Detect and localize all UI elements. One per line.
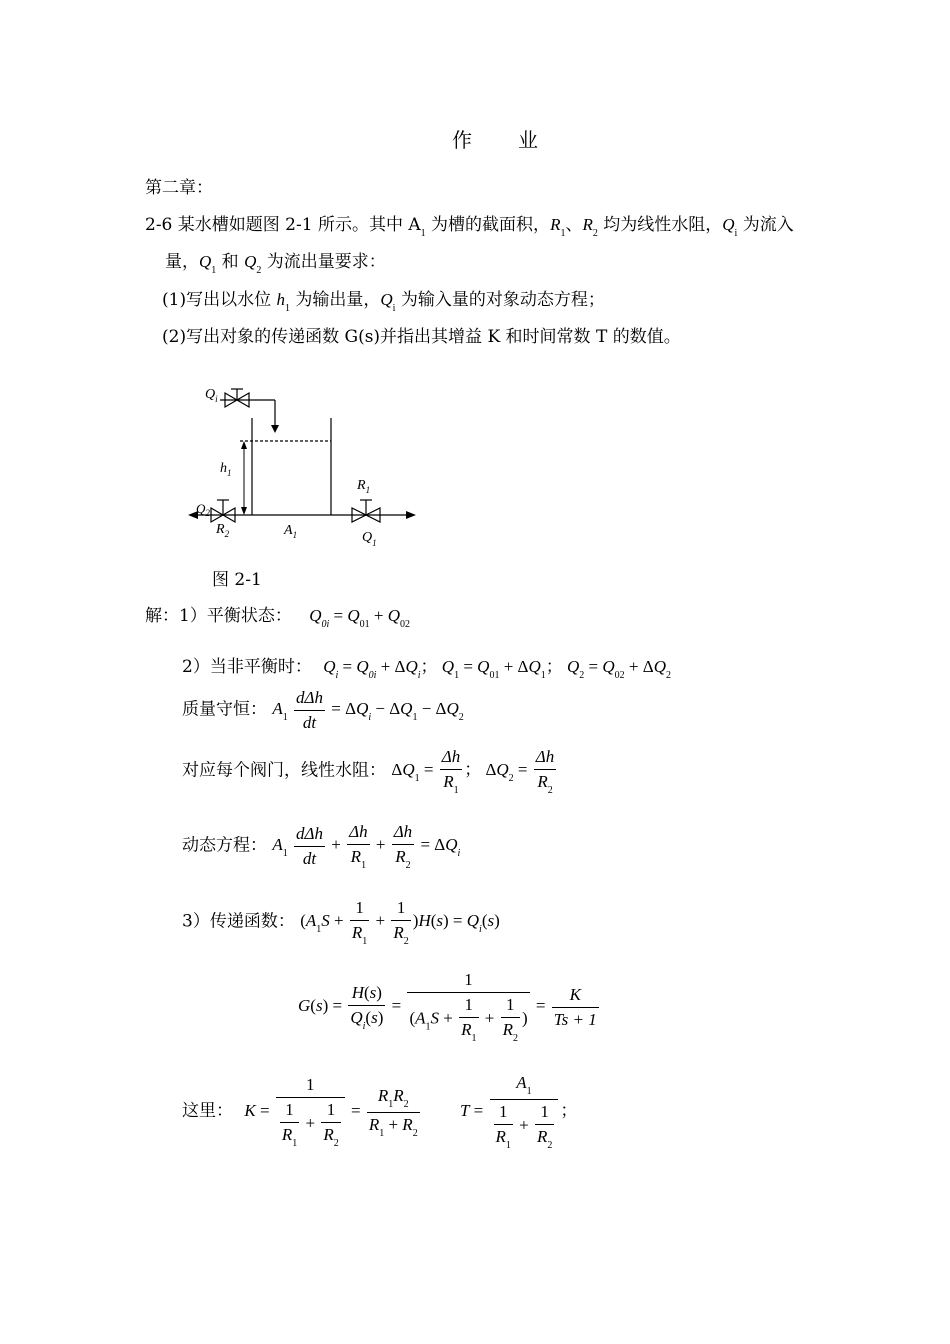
- problem-text: 2-6 某水槽如题图 2-1 所示。其中 A: [145, 215, 421, 235]
- gain-equation: K = 1 $\frac{1}{R_1}$ + $\frac{1}{R_2}$ = $\frac{R_1R_2}{R_1 + R_2}$: [244, 1075, 418, 1149]
- step-label: 3）传递函数：: [182, 911, 295, 932]
- fraction: [347, 822, 369, 871]
- problem-text: (1)写出以水位: [162, 290, 277, 310]
- fraction: [490, 1073, 559, 1151]
- symbol-Q: Q: [405, 657, 418, 676]
- separator: ；: [464, 760, 482, 780]
- sub: 1: [412, 712, 418, 724]
- denominator: $R_2$: [537, 772, 553, 796]
- problem-item-1: [162, 285, 605, 314]
- fraction: [407, 970, 529, 1044]
- symbol-Q: Q: [567, 657, 580, 676]
- symbol-Q: Q: [446, 699, 459, 719]
- problem-text: 和: [216, 252, 245, 272]
- problem-text: 为输出量，: [289, 290, 381, 310]
- numerator: dΔh: [294, 824, 325, 847]
- sub: 1: [454, 670, 460, 681]
- symbol-Q: Q: [199, 252, 212, 271]
- denominator: $R_1$: [350, 847, 367, 871]
- fraction: [391, 898, 410, 947]
- sub: 2: [592, 228, 598, 239]
- symbol-Q: Q: [323, 657, 336, 676]
- fraction: [348, 983, 385, 1032]
- sub: 1: [282, 712, 288, 724]
- valve-resistance: [182, 747, 558, 796]
- denominator: $Q_i(s)$: [350, 1007, 384, 1032]
- label-R2: $R_2$: [216, 522, 230, 539]
- symbol-Q: Q: [356, 657, 369, 676]
- denominator: $R_1 + R_2$: [368, 1114, 418, 1139]
- sub: 0i: [368, 670, 377, 681]
- equilibrium-equation: $Q_{0i} = Q_{01} + Q_{02}$: [309, 606, 411, 630]
- label-h1: $h_1$: [220, 461, 232, 478]
- sub: 1: [211, 265, 217, 276]
- denominator: ($A_1S$ + $\frac{1}{R_1}$ + $\frac{1}{R_2}$ ): [409, 995, 528, 1044]
- symbol-Q: Q: [722, 215, 735, 234]
- page-title: 作 业: [452, 128, 540, 152]
- fraction: [276, 1075, 345, 1149]
- h1-arrow-down-icon: [241, 507, 247, 515]
- denominator: Ts + 1: [553, 1009, 597, 1029]
- inlet-arrow-icon: [271, 425, 279, 433]
- symbol-s: s: [315, 995, 323, 1015]
- label-Q2: $Q_2$: [196, 501, 210, 518]
- sub: 2: [256, 265, 262, 276]
- problem-line-2: [165, 247, 386, 276]
- valve-equations: $\Delta Q_1$ = $\frac{\Delta h}{R_1}$ ； $\Delta Q_2$ = $\frac{\Delta h}{R_2}$: [391, 747, 555, 796]
- symbol-Q: Q: [400, 699, 413, 719]
- symbol-K: K: [244, 1100, 256, 1120]
- numerator: K: [552, 985, 599, 1008]
- tank-diagram: [180, 380, 430, 560]
- label-Q1: $Q_1$: [362, 530, 377, 548]
- symbol-S: S: [321, 911, 330, 931]
- numerator: Δh: [392, 822, 414, 845]
- problem-text: 为流出量要求：: [261, 252, 386, 272]
- sub: 2: [458, 712, 464, 724]
- denominator: dt: [302, 713, 317, 732]
- fraction: [367, 1086, 420, 1139]
- solution-step-2: [182, 652, 671, 681]
- problem-text: 为流入: [737, 215, 794, 235]
- sub: i: [335, 670, 339, 681]
- denominator: $R_2$: [395, 847, 411, 871]
- symbol-Q: Q: [653, 657, 666, 676]
- symbol-Q: Q: [380, 290, 393, 309]
- symbol-A: A: [272, 835, 283, 855]
- problem-text: 为槽的截面积，: [425, 215, 551, 235]
- problem-text: 量，: [165, 252, 199, 272]
- symbol-Q: Q: [466, 911, 480, 931]
- symbol-R: R: [582, 215, 593, 234]
- sub: 1: [540, 670, 546, 681]
- numerator: 1: [407, 970, 529, 993]
- solution-step-1: [145, 601, 410, 630]
- symbol-s: s: [487, 911, 495, 931]
- numerator: Δh: [440, 747, 462, 770]
- denominator: $R_2$: [393, 923, 409, 947]
- symbol-Q: Q: [528, 657, 541, 676]
- numerator: Δh: [534, 747, 556, 770]
- sub: i: [392, 303, 396, 314]
- mass-equation: $A_1$ $\frac{\text{dΔh}}{dt}$ = $\Delta Q_i - \Delta Q_1 - \Delta Q_2$: [272, 688, 464, 732]
- sub: 2: [579, 670, 585, 681]
- problem-item-2: (2)写出对象的传递函数 G(s)并指出其增益 K 和时间常数 T 的数值。: [162, 327, 681, 347]
- separator: ；: [420, 657, 438, 676]
- symbol-Q: Q: [387, 606, 401, 625]
- sub: 1: [282, 848, 288, 860]
- dynamic-expression: $A_1$ $\frac{\text{dΔh}}{dt}$ + $\frac{\Delta h}{R_1}$ + $\frac{\Delta h}{R_2}$ = $\Delta Q_i$: [272, 822, 461, 871]
- numerator: dΔh: [294, 688, 325, 711]
- symbol-Q: Q: [347, 606, 360, 625]
- symbol-T: T: [459, 1100, 470, 1120]
- symbol-R: R: [550, 215, 561, 234]
- fraction: [392, 822, 414, 871]
- sub: 1: [284, 303, 290, 314]
- symbol-Q: Q: [445, 835, 458, 855]
- fraction: [294, 688, 325, 733]
- numerator: $R_1R_2$: [367, 1086, 420, 1113]
- sub: 01: [489, 670, 500, 681]
- symbol-Q: Q: [309, 606, 322, 625]
- problem-line-1: [145, 210, 794, 239]
- sub: 1: [414, 773, 420, 785]
- sub: i: [417, 670, 421, 681]
- time-constant-equation: T = $A_1$ $\frac{1}{R_1}$ + $\frac{1}{R_2}$ ；: [459, 1073, 578, 1151]
- label-Qi: $Q_i$: [205, 387, 218, 404]
- separator: ；: [545, 657, 563, 676]
- step-label: 解：1）平衡状态：: [145, 606, 292, 626]
- denominator: $R_1$: [351, 923, 368, 947]
- step-label: 这里：: [182, 1100, 233, 1121]
- numerator: $A_1$: [490, 1073, 559, 1100]
- symbol-G: G: [298, 995, 311, 1015]
- transfer-function-step: [182, 898, 500, 947]
- sub: 02: [614, 670, 625, 681]
- symbol-H: H: [418, 911, 431, 931]
- gs-equation: G(s) = $\frac{H(s)}{Q_i(s)}$ = 1 ($A_1S$ + $\frac{1}{R_1}$ + $\frac{1}{R_2}$ ) = $\frac{K}{Ts + 1}$: [298, 970, 597, 1044]
- sub: i: [734, 228, 738, 239]
- fraction: [294, 824, 325, 869]
- numerator: Δh: [347, 822, 369, 845]
- label-A1: $A_1$: [284, 523, 298, 540]
- denominator: $\frac{1}{R_1}$ + $\frac{1}{R_2}$: [281, 1100, 339, 1149]
- outlet-right-arrow-icon: [406, 511, 416, 519]
- step-label: 对应每个阀门，线性水阻：: [182, 760, 386, 781]
- sub: 1: [560, 228, 566, 239]
- figure-caption: 图 2-1: [212, 570, 262, 590]
- symbol-h: h: [276, 290, 285, 309]
- fraction: [552, 985, 599, 1030]
- dynamic-equation: [182, 822, 460, 871]
- denominator: $R_1$: [443, 772, 459, 796]
- problem-text: 、: [565, 215, 583, 235]
- fraction: [350, 898, 369, 947]
- step-label: 2）当非平衡时：: [182, 657, 312, 677]
- chapter-heading: 第二章：: [145, 178, 213, 198]
- sub: 02: [400, 619, 411, 630]
- numerator: 1: [276, 1075, 345, 1098]
- symbol-Q: Q: [477, 657, 490, 676]
- transfer-equation: ($A_1S$ + $\frac{1}{R_1}$ + $\frac{1}{R_2}$ )$H(s) = Q_i(s)$: [300, 898, 500, 947]
- h1-arrow-up-icon: [241, 441, 247, 449]
- numerator: 1: [391, 898, 410, 921]
- symbol-s: s: [436, 911, 444, 931]
- symbol-Q: Q: [244, 252, 257, 271]
- symbol-A: A: [305, 911, 317, 931]
- label-R1: $R_1$: [357, 478, 371, 495]
- problem-text: 均为线性水阻，: [597, 215, 723, 235]
- separator: ；: [560, 1100, 578, 1120]
- denominator: dt: [302, 849, 317, 868]
- fraction: [440, 747, 462, 796]
- sub: 2: [508, 773, 514, 785]
- symbol-Q: Q: [402, 760, 415, 780]
- symbol-Q: Q: [441, 657, 455, 676]
- symbol-Q: Q: [602, 657, 615, 676]
- symbol-Q: Q: [356, 699, 369, 719]
- sub: i: [368, 712, 372, 724]
- gain-and-time-constant: [182, 1073, 577, 1151]
- mass-conservation: [182, 688, 464, 733]
- nonequilibrium-equations: $Q_i = Q_{0i} + \Delta Q_i$； $Q_1 = Q_{01} + \Delta Q_1$； $Q_2 = Q_{02} + \Delta Q_2$: [323, 657, 671, 681]
- sub: 1: [420, 228, 426, 239]
- sub: 0i: [321, 619, 330, 630]
- problem-text: 为输入量的对象动态方程；: [395, 290, 605, 310]
- sub: i: [479, 924, 482, 936]
- denominator: $\frac{1}{R_1}$ + $\frac{1}{R_2}$: [495, 1102, 553, 1151]
- numerator: 1: [350, 898, 369, 921]
- symbol-Q: Q: [496, 760, 509, 780]
- sub: 2: [665, 670, 671, 681]
- symbol-A: A: [272, 699, 283, 719]
- fraction: [534, 747, 556, 796]
- sub: i: [457, 848, 461, 860]
- step-label: 动态方程：: [182, 835, 267, 856]
- sub: 01: [359, 619, 370, 630]
- step-label: 质量守恒：: [182, 699, 267, 720]
- sub: 1: [316, 924, 322, 936]
- numerator: H(s): [348, 983, 385, 1006]
